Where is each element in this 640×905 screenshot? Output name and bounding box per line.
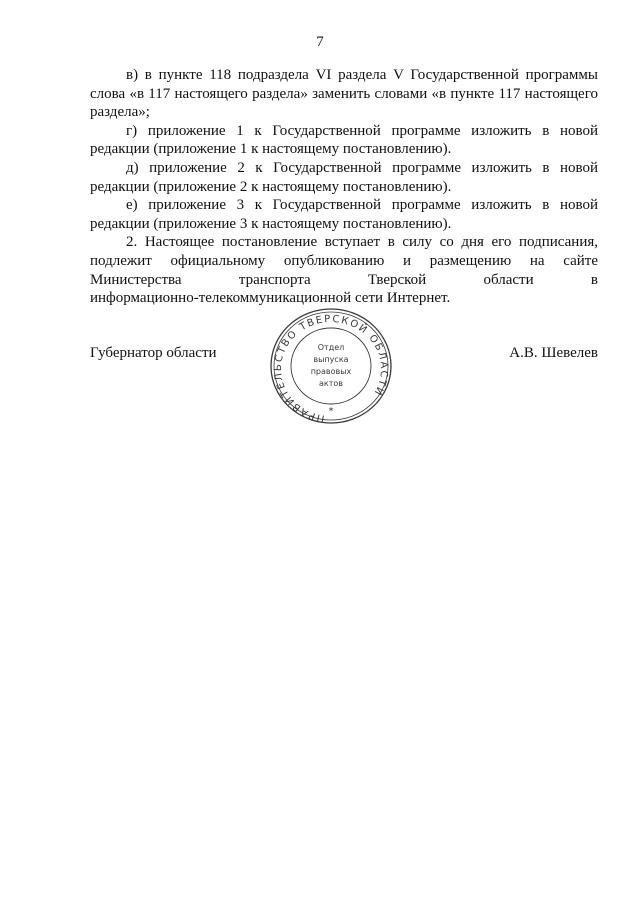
official-seal (268, 306, 394, 426)
seal-ring-text: ПРАВИТЕЛЬСТВО ТВЕРСКОЙ ОБЛАСТИ (272, 313, 390, 424)
seal-center-line-2: выпуска (313, 355, 349, 364)
seal-star-mark: * (328, 406, 334, 417)
paragraph-e: е) приложение 3 к Государственной программе изложить в новой редакции (приложение 3 к настоящему постановлению). (90, 197, 598, 232)
paragraph-2: 2. Настоящее постановление вступает в силу со дня его подписания, подлежит официальному опубликованию и размещению на сайте Министерства транспорта Тверской области в (90, 234, 598, 288)
seal-center-line-1: Отдел (317, 343, 345, 352)
paragraph-v: в) в пункте 118 подраздела VI раздела V Государственной программы слова «в 117 настоящего раздела» заменить словами «в пункте 117 настоящего раздела»; (90, 67, 598, 121)
document-body (90, 66, 598, 308)
paragraph-d: д) приложение 2 к Государственной программе изложить в новой редакции (приложение 2 к настоящему постановлению). (90, 159, 598, 195)
signatory-title: Губернатор области (90, 345, 217, 361)
seal-center-line-4: актов (318, 379, 344, 388)
paragraph-g: г) приложение 1 к Государственной программе изложить в новой редакции (приложение 1 к настоящему постановлению). (90, 122, 598, 158)
page-number: 7 (316, 34, 324, 50)
paragraph-2-continuation: информационно-телекоммуникационной сети Интернет. (90, 290, 451, 307)
signatory-name: А.В. Шевелев (509, 345, 598, 361)
seal-center-line-3: правовых (310, 367, 352, 376)
